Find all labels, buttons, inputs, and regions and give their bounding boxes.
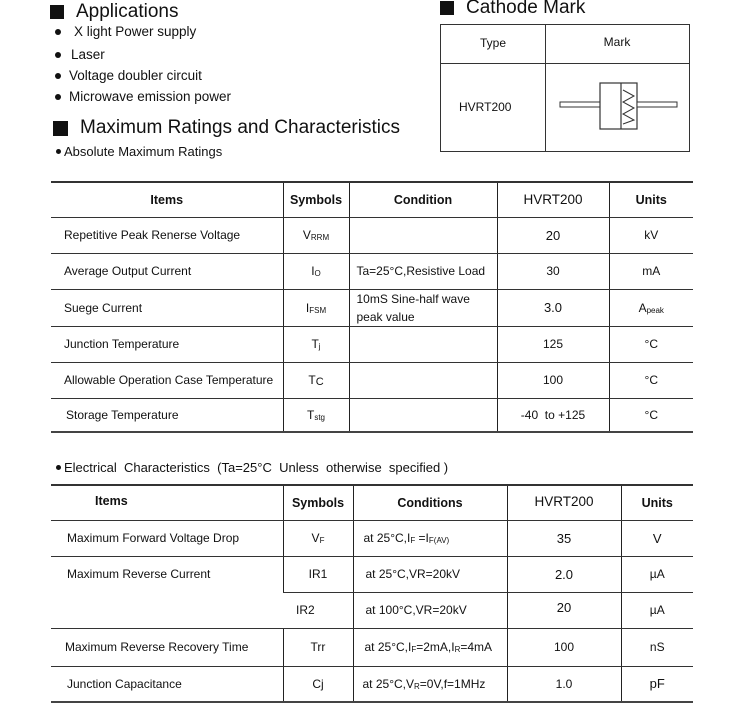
table-row [51, 326, 693, 362]
value-cell: 20 [507, 592, 621, 628]
bullet-icon [56, 149, 61, 154]
header-model: HVRT200 [497, 182, 609, 217]
header-units: Units [609, 182, 693, 217]
unit-cell: °C [609, 362, 693, 398]
item-cell: Maximum Reverse Current [51, 556, 283, 628]
header-conditions: Conditions [353, 485, 507, 520]
mark-header: Mark [603, 35, 631, 49]
value-cell: 3.0 [497, 289, 609, 326]
absolute-max-ratings-table [51, 181, 693, 433]
square-bullet-icon [50, 5, 64, 19]
condition-cell: at 100°C,VR=20kV [353, 592, 507, 628]
table-row [51, 398, 693, 432]
unit-cell: nS [621, 628, 693, 666]
header-symbols: Symbols [283, 485, 353, 520]
application-item [55, 89, 231, 104]
condition-cell: Ta=25°C,Resistive Load [349, 253, 497, 289]
table-row [51, 362, 693, 398]
table-row [51, 253, 693, 289]
header-units: Units [621, 485, 693, 520]
condition-cell: 10mS Sine-half wave peak value [349, 289, 497, 326]
value-cell: 20 [497, 217, 609, 253]
item-cell: Storage Temperature [51, 398, 283, 432]
bullet-icon [55, 94, 61, 100]
symbol-cell: Trr [283, 628, 353, 666]
condition-cell [349, 326, 497, 362]
unit-cell: µA [621, 556, 693, 592]
item-cell: Suege Current [51, 289, 283, 326]
electrical-characteristics-table [51, 484, 693, 703]
unit-cell: $A_{peak}$ [609, 289, 693, 326]
symbol-cell: Cj [283, 666, 353, 702]
symbol-cell: $V_{RRM}$ [283, 217, 349, 253]
item-cell: Maximum Reverse Recovery Time [51, 628, 283, 666]
type-value: HVRT200 [459, 100, 512, 114]
condition-cell [349, 362, 497, 398]
condition-cell: at $25^\circ C,I_F =I_{F(AV)}$ [353, 520, 507, 556]
diode-cathode-band-icon [559, 80, 679, 132]
application-item [55, 24, 196, 39]
value-cell: 35 [507, 520, 621, 556]
condition-cell [349, 217, 497, 253]
unit-cell: mA [609, 253, 693, 289]
electrical-subheading [56, 460, 448, 475]
header-symbols: Symbols [283, 182, 349, 217]
header-items: Items [51, 182, 283, 217]
table-row [51, 217, 693, 253]
symbol-cell: $I_{FSM}$ [283, 289, 349, 326]
table-row [51, 289, 693, 326]
value-cell: 2.0 [507, 556, 621, 592]
condition-cell: at $25^\circ C,V_R=0V,f=1MHz$ [353, 666, 507, 702]
value-cell: 1.0 [507, 666, 621, 702]
table-header-row [51, 182, 693, 217]
unit-cell: °C [609, 398, 693, 432]
unit-cell: kV [609, 217, 693, 253]
header-items: Items [51, 485, 283, 520]
cathode-mark-title: Cathode Mark [466, 0, 586, 18]
unit-cell: °C [609, 326, 693, 362]
table-header-row [51, 485, 693, 520]
value-cell: -40 to +125 [497, 398, 609, 432]
subheading-text: Absolute Maximum Ratings [64, 144, 223, 159]
application-text: Laser [71, 47, 105, 62]
symbol-cell: IR1 [283, 556, 353, 592]
item-cell: Junction Temperature [51, 326, 283, 362]
max-ratings-title: Maximum Ratings and Characteristics [80, 117, 400, 138]
item-cell: Average Output Current [51, 253, 283, 289]
header-condition: Condition [349, 182, 497, 217]
table-row [51, 666, 693, 702]
cathode-mark-table [440, 24, 690, 152]
bullet-icon [55, 73, 61, 79]
square-bullet-icon [53, 121, 68, 136]
value-cell: 30 [497, 253, 609, 289]
cathode-mark-heading [440, 0, 585, 19]
bullet-icon [56, 465, 61, 470]
applications-title: Applications [76, 1, 179, 22]
application-item [55, 68, 202, 83]
symbol-cell: $T_C$ [283, 362, 349, 398]
symbol-cell: $T_{stg}$ [283, 398, 349, 432]
max-ratings-heading [53, 117, 400, 139]
symbol-cell: $I_O$ [283, 253, 349, 289]
symbol-cell: $T_j$ [283, 326, 349, 362]
divider [441, 63, 689, 64]
header-model: HVRT200 [507, 485, 621, 520]
symbol-cell: $V_F$ [283, 520, 353, 556]
unit-cell: pF [621, 666, 693, 702]
value-cell: 125 [497, 326, 609, 362]
subheading-text: Electrical Characteristics (Ta=25°C Unless otherwise specified ) [64, 460, 449, 475]
table-row [51, 520, 693, 556]
item-cell: Maximum Forward Voltage Drop [51, 520, 283, 556]
symbol-cell: IR2 [283, 592, 353, 628]
table-row [51, 556, 693, 592]
absolute-ratings-subheading [56, 144, 222, 159]
square-bullet-icon [440, 1, 454, 15]
condition-cell: at $25^\circ C,I_F=2mA,I_R=4mA$ [353, 628, 507, 666]
item-cell: Junction Capacitance [51, 666, 283, 702]
application-text: X light Power supply [74, 24, 197, 39]
item-cell: Repetitive Peak Renerse Voltage [51, 217, 283, 253]
bullet-icon [55, 52, 61, 58]
value-cell: 100 [507, 628, 621, 666]
condition-cell [349, 398, 497, 432]
applications-heading [50, 1, 178, 23]
unit-cell: µA [621, 592, 693, 628]
item-cell: Allowable Operation Case Temperature [51, 362, 283, 398]
application-text: Microwave emission power [69, 89, 232, 104]
application-item [55, 47, 105, 62]
unit-cell: V [621, 520, 693, 556]
type-header: Type [479, 36, 506, 50]
table-row [51, 628, 693, 666]
value-cell: 100 [497, 362, 609, 398]
application-text: Voltage doubler circuit [69, 68, 202, 83]
bullet-icon [55, 29, 61, 35]
condition-cell: at 25°C,VR=20kV [353, 556, 507, 592]
